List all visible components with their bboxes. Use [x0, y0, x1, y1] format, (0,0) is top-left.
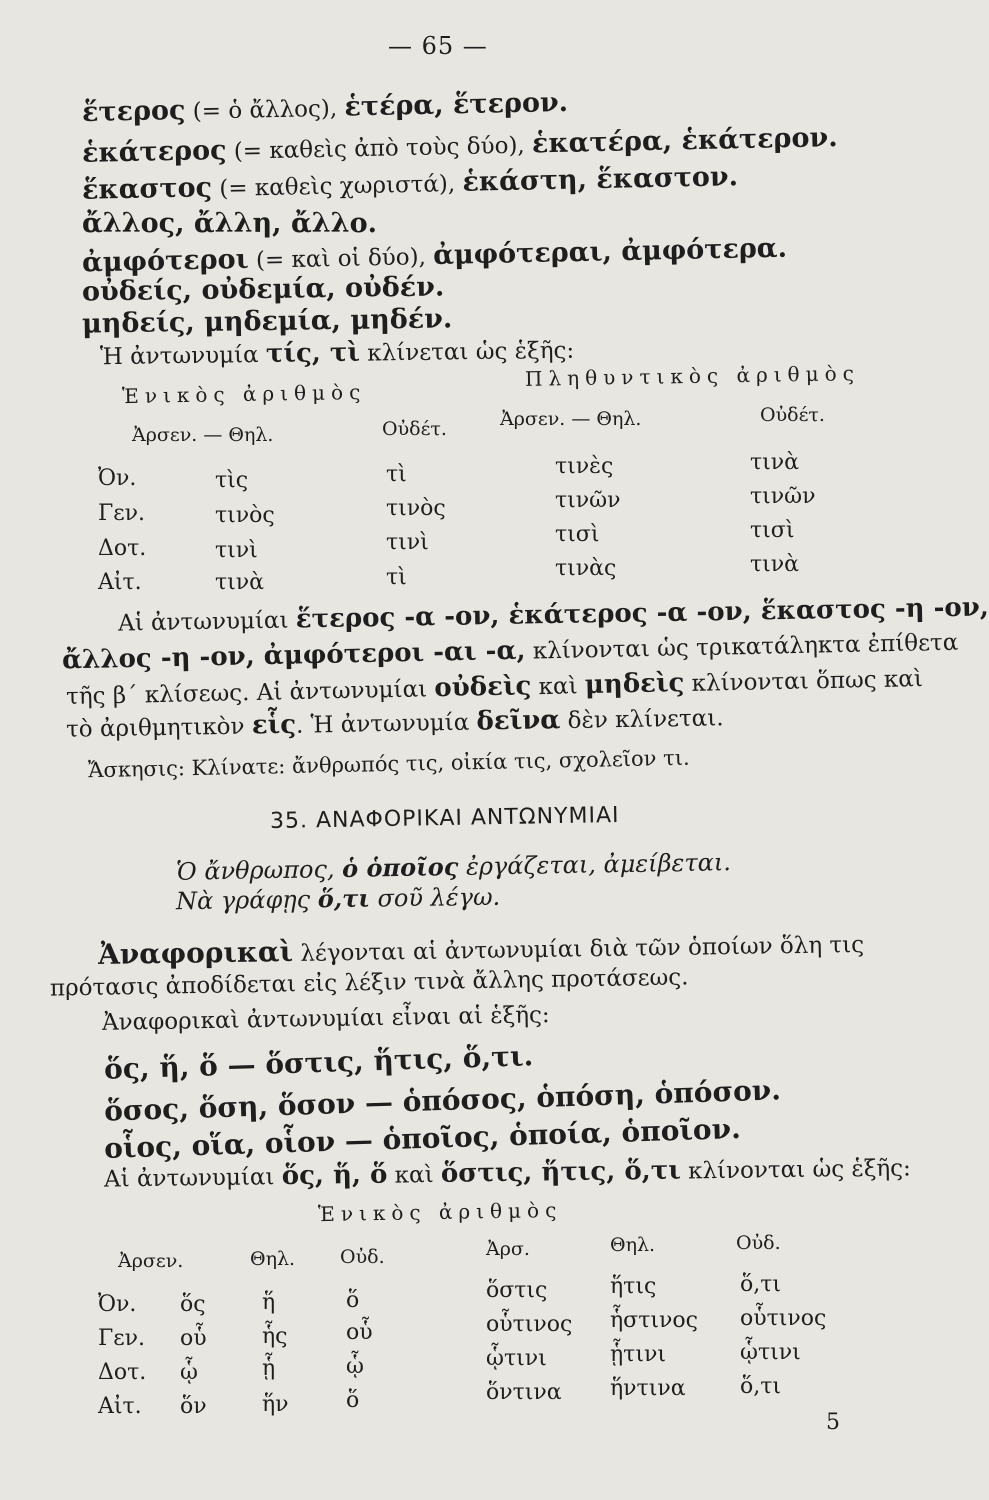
para-bold: ὅς, ἥ, ὅ — [281, 1159, 388, 1192]
para-text: καὶ — [387, 1161, 442, 1189]
relative-line: ὅς, ἥ, ὅ — ὅστις, ἥτις, ὅ,τι. — [103, 1039, 534, 1086]
para-bold: οὐδεὶς — [434, 671, 532, 704]
vocab-lead: μηδείς, μηδεμία, μηδέν. — [81, 303, 453, 340]
example-text: Ὁ ἄνθρωπος, — [175, 854, 343, 886]
table2-cell: οὗ — [346, 1320, 373, 1345]
para2-line: πρότασις ἀποδίδεται εἰς λέξιν τινὰ ἄλλης προτάσεως. — [49, 964, 689, 1002]
table1-singular-title: Ἑνικὸς ἀριθμὸς — [121, 379, 367, 409]
vocab-lead: ἕτερος — [81, 94, 186, 129]
vocab-lead: ἀμφότεροι — [81, 243, 249, 279]
table2-cell: ᾧ — [346, 1354, 364, 1379]
vocab-lead: ἑκάτερος — [81, 134, 227, 169]
table1-cell: τινὰ — [750, 552, 800, 577]
para-bold: μηδεὶς — [584, 668, 685, 701]
vocab-line — [82, 208, 377, 239]
table1-cell: τὶ — [386, 565, 407, 590]
para-text: τὸ ἀριθμητικὸν — [65, 713, 253, 743]
vocab-lead: οὐδείς, οὐδεμία, οὐδέν. — [81, 271, 445, 308]
table2-cell: ἥ — [262, 1290, 276, 1315]
vocab-line — [82, 87, 569, 128]
para-text: Αἱ ἀντωνυμίαι — [103, 1164, 282, 1193]
table2-header: Θηλ. — [250, 1248, 296, 1270]
table1-cell: τινὰ — [215, 570, 265, 595]
table2-header: Ἀρσ. — [486, 1238, 530, 1260]
table2-header: Οὐδ. — [340, 1246, 385, 1268]
para2-line — [98, 926, 865, 971]
vocab-note: (= ὁ ἄλλος), — [185, 95, 345, 125]
para-text: . Ἡ ἀντωνυμία — [295, 709, 477, 739]
table1-header-sg-mf: Ἀρσεν. — Θηλ. — [132, 424, 274, 446]
vocab-note: (= καθεὶς ἀπὸ τοὺς δύο), — [226, 132, 533, 165]
table1-cell: τινὰ — [750, 450, 800, 475]
table1-header-sg-n: Οὐδέτ. — [382, 418, 447, 440]
vocab-forms: ἑκάστη, ἕκαστον. — [462, 161, 739, 198]
table1-cell: τινὰς — [555, 556, 617, 581]
intro-line — [100, 335, 575, 372]
table2-cell: ᾗτινι — [610, 1342, 666, 1367]
table1-header-pl-mf: Ἀρσεν. — Θηλ. — [500, 408, 642, 430]
vocab-lead: ἕκαστος — [81, 172, 213, 206]
intro-bold: τίς, τὶ — [265, 337, 361, 369]
exercise-line: Ἄσκησις: Κλίνατε: ἄνθρωπός τις, οἰκία τις, σχολεῖον τι. — [87, 745, 690, 783]
table2-cell: οὗτινος — [486, 1312, 573, 1337]
para-bold: δεῖνα — [476, 705, 561, 737]
vocab-line — [82, 271, 445, 307]
para-bold: ἕτερος -α -ον, ἑκάτερος -α -ον, ἕκαστος -η -ον, — [295, 592, 989, 635]
para-text: δὲν κλίνεται. — [560, 705, 724, 735]
example-text: Νὰ γράφῃς — [175, 885, 318, 916]
vocab-line — [82, 303, 453, 339]
table2-cell: ἧστινος — [610, 1308, 698, 1333]
para-bold: Ἀναφορικαὶ — [97, 934, 294, 972]
table1-header-pl-n: Οὐδέτ. — [760, 404, 825, 426]
table2-cell: ὅστις — [486, 1278, 548, 1303]
example-text: ἐργάζεται, ἀμείβεται. — [458, 848, 732, 881]
table2-cell: ὅ,τι — [740, 1272, 782, 1297]
example-bold: ὁ ὁποῖος — [341, 851, 459, 883]
table2-cell: ὅ — [346, 1288, 360, 1313]
vocab-note: (= καὶ οἱ δύο), — [248, 244, 434, 274]
table2-cell: ᾧτινι — [740, 1340, 801, 1365]
section-heading: 35. ΑΝΑΦΟΡΙΚΑΙ ΑΝΤΩΝΥΜΙΑΙ — [269, 802, 620, 835]
para-text: λέγονται αἱ ἀντωνυμίαι διὰ τῶν ὁποίων ὅλη τις — [292, 931, 865, 967]
para-bold: εἷς — [251, 709, 297, 741]
table2-case: Γεν. — [98, 1326, 146, 1351]
relative-line: ὅσος, ὅση, ὅσον — ὁπόσος, ὁπόση, ὁπόσον. — [103, 1073, 782, 1128]
table2-cell: ὅντινα — [486, 1380, 562, 1405]
table2-cell: ᾗ — [262, 1356, 276, 1381]
table1-cell: τισὶ — [750, 518, 795, 543]
table2-cell: οὗ — [180, 1326, 207, 1351]
table1-case: Ὀν. — [98, 466, 137, 491]
table1-cell: τινὸς — [215, 503, 275, 528]
table1-case: Γεν. — [98, 501, 146, 526]
table2-cell: ὅ — [346, 1388, 360, 1413]
para-text: Αἱ ἀντωνυμίαι — [117, 607, 297, 637]
vocab-note: (= καθεὶς χωριστά), — [211, 170, 463, 203]
para-bold: ἄλλος -η -ον, ἀμφότεροι -αι -α, — [61, 635, 526, 676]
table1-cell: τὶς — [215, 468, 249, 493]
table1-cell: τινὲς — [555, 454, 614, 479]
table1-plural-title: Πληθυντικὸς ἀριθμὸς — [524, 361, 861, 391]
para-text: τῆς β΄ κλίσεως. Αἱ ἀντωνυμίαι — [65, 676, 435, 710]
table2-cell: ᾧτινι — [486, 1346, 547, 1371]
vocab-forms: ἑτέρα, ἕτερον. — [344, 86, 569, 123]
example-line — [176, 847, 731, 886]
table2-header: Θηλ. — [610, 1234, 656, 1256]
vocab-forms: ἀμφότεραι, ἀμφότερα. — [432, 232, 788, 272]
table2-cell: ἥν — [262, 1392, 289, 1417]
table2-cell: ἥτις — [610, 1274, 657, 1299]
table2-case: Αἰτ. — [98, 1394, 142, 1419]
table1-cell: τινῶν — [750, 484, 816, 509]
table2-case: Ὀν. — [98, 1292, 137, 1317]
table1-cell: τινὶ — [386, 530, 429, 555]
para-bold: ὅστις, ἥτις, ὅ,τι — [440, 1155, 682, 1189]
table2-header: Οὐδ. — [736, 1232, 781, 1254]
table2-cell: οὗτινος — [740, 1306, 827, 1331]
para-text: καὶ — [531, 673, 586, 701]
table2-cell: ὅ,τι — [740, 1374, 782, 1399]
table2-cell: ὅν — [180, 1394, 207, 1419]
table1-cell: τισὶ — [555, 522, 600, 547]
example-text: σοῦ λέγω. — [369, 882, 501, 913]
table1-case: Αἰτ. — [98, 570, 142, 595]
page-number: — 65 — — [388, 32, 488, 60]
table2-case: Δοτ. — [98, 1360, 147, 1385]
example-line — [176, 882, 501, 916]
intro-text: κλίνεται ὡς ἑξῆς: — [359, 337, 575, 367]
relative-line: οἷος, οἵα, οἷον — ὁποῖος, ὁποία, ὁποῖον. — [103, 1112, 742, 1165]
table1-cell: τινὸς — [386, 496, 446, 521]
table2-cell: ὅς — [180, 1292, 206, 1317]
signature-mark: 5 — [826, 1410, 840, 1435]
table2-cell: ἥντινα — [610, 1376, 686, 1401]
table2-cell: ἧς — [262, 1324, 288, 1349]
intro-text: Ἡ ἀντωνυμία — [99, 341, 267, 371]
para-text: κλίνονται ὅπως καὶ — [684, 666, 924, 698]
example-bold: ὅ,τι — [317, 883, 371, 914]
para-text: κλίνονται ὡς ἑξῆς: — [680, 1155, 912, 1185]
table1-case: Δοτ. — [98, 536, 147, 561]
para2-line: Ἀναφορικαὶ ἀντωνυμίαι εἶναι αἱ ἑξῆς: — [101, 1002, 550, 1036]
vocab-lead: ἄλλος, ἄλλη, ἄλλο. — [82, 208, 378, 239]
vocab-line — [82, 161, 739, 206]
table2-header: Ἀρσεν. — [118, 1250, 184, 1272]
para-text: κλίνονται ὡς τρικατάληκτα ἐπίθετα — [525, 629, 959, 665]
table2-title: Ἑνικὸς ἀριθμὸς — [317, 1197, 563, 1227]
table1-cell: τινὶ — [215, 538, 258, 563]
table1-cell: τὶ — [386, 462, 407, 487]
table1-cell: τινῶν — [555, 488, 621, 513]
vocab-forms: ἑκατέρα, ἑκάτερον. — [531, 122, 838, 160]
table2-cell: ᾧ — [180, 1360, 198, 1385]
